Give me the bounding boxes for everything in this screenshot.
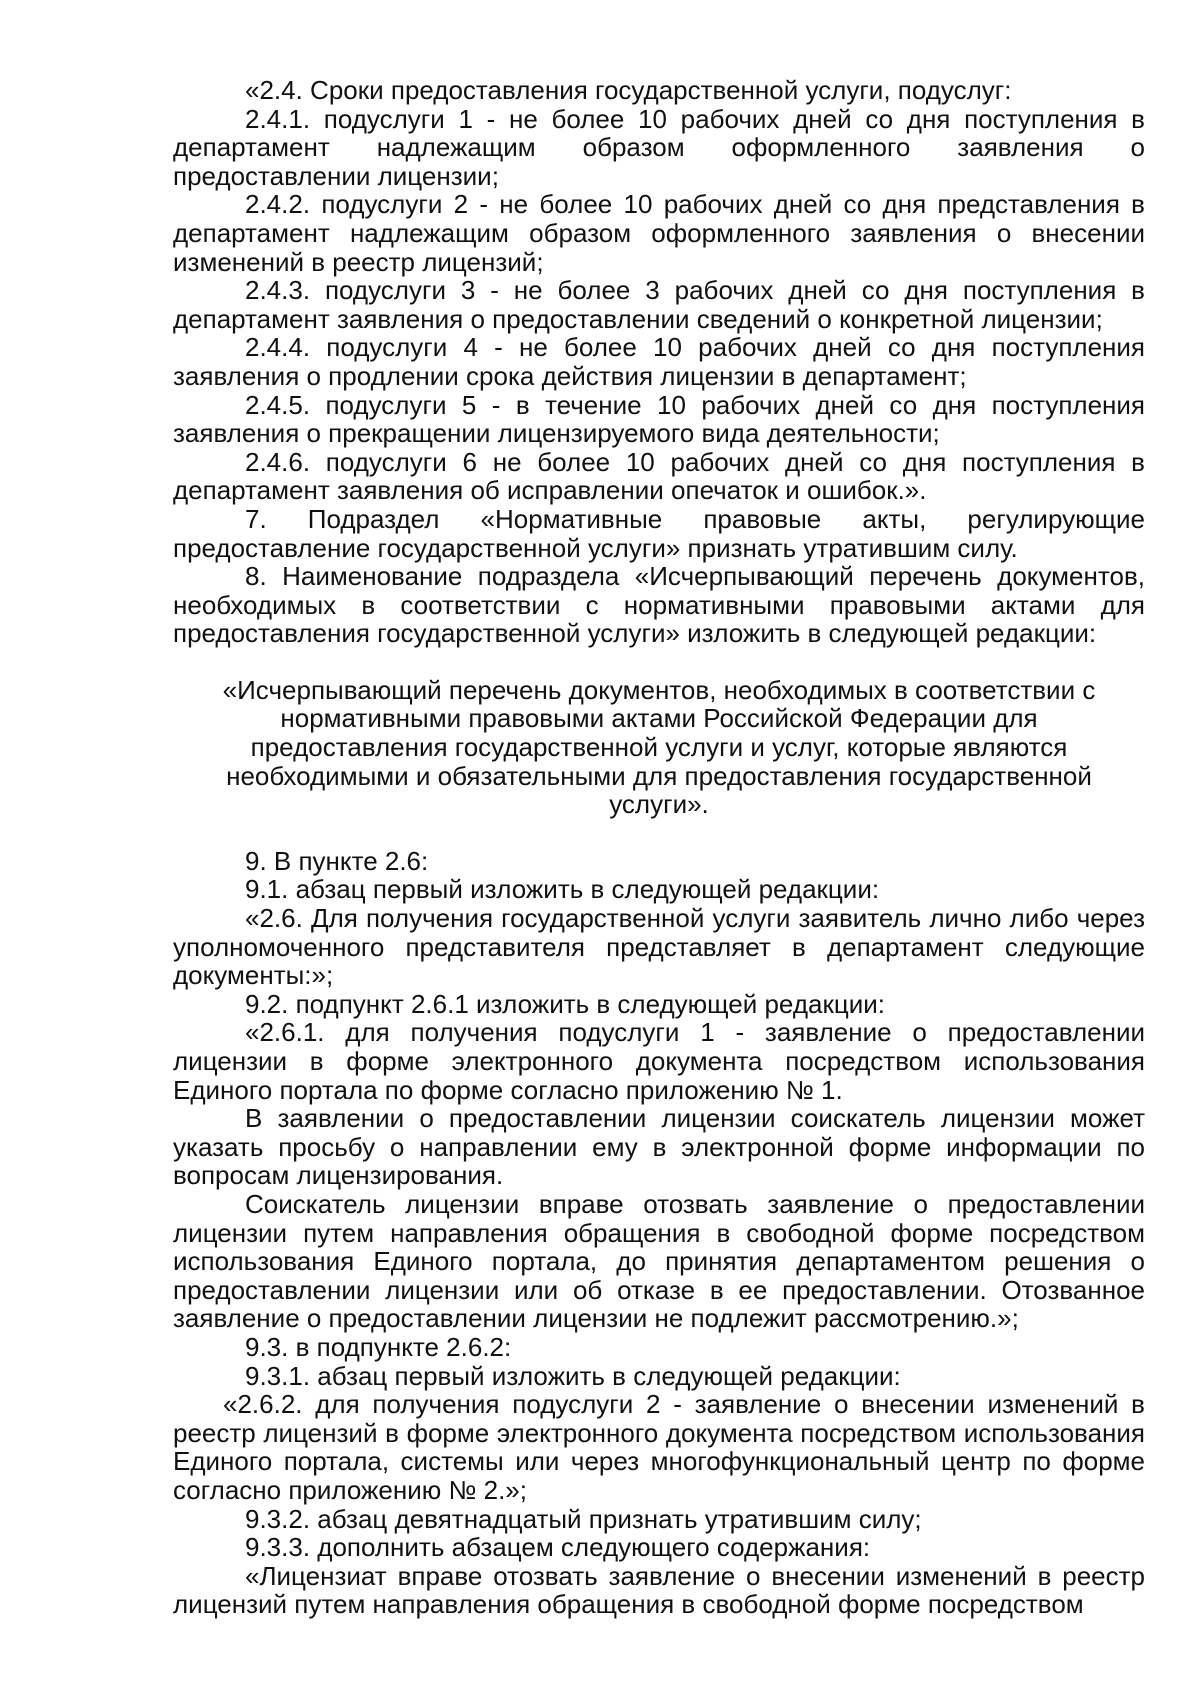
document-page bbox=[173, 76, 1145, 1619]
paragraph-9-3: 9.3. в подпункте 2.6.2: bbox=[245, 1331, 512, 1362]
paragraph-7: 7. Подраздел «Нормативные правовые акты, регулирующие предоставление государственной услуги» признать утратившим силу. bbox=[173, 503, 1145, 563]
paragraph-2-4-3: 2.4.3. подуслуги 3 - не более 3 рабочих дней со дня поступления в департамент заявления о предоставлении сведений о конкретной лицензии; bbox=[173, 275, 1145, 334]
paragraph-9-3-2: 9.3.2. абзац девятнадцатый признать утратившим силу; bbox=[245, 1503, 922, 1534]
paragraph-9-1: 9.1. абзац первый изложить в следующей редакции: bbox=[245, 874, 880, 905]
paragraph-2-6-quote: «2.6. Для получения государственной услуги заявитель лично либо через уполномоченного представителя представляет в департамент следующие документы:»; bbox=[173, 903, 1145, 991]
paragraph-2-4-5: 2.4.5. подуслуги 5 - в течение 10 рабочих дней со дня поступления заявления о прекращении лицензируемого вида деятельности; bbox=[173, 389, 1145, 449]
paragraph-9-3-3: 9.3.3. дополнить абзацем следующего содержания: bbox=[245, 1532, 871, 1563]
subsection-heading: «Исчерпывающий перечень документов, необходимых в соответствии с нормативными правовыми актами Российской Федерации для предоставления государственной услуги и услуг, которые являются необходимыми и обязательными для предоставления государственной услуги». bbox=[222, 674, 1096, 820]
paragraph-9: 9. В пункте 2.6: bbox=[245, 845, 429, 876]
paragraph-9-3-1: 9.3.1. абзац первый изложить в следующей редакции: bbox=[245, 1360, 901, 1391]
paragraph-application-request: В заявлении о предоставлении лицензии соискатель лицензии может указать просьбу о направлении ему в электронной форме информации по вопросам лицензирования. bbox=[173, 1103, 1145, 1191]
paragraph-licensee-quote: «Лицензиат вправе отозвать заявление о внесении изменений в реестр лицензий путем направления обращения в свободной форме посредством bbox=[173, 1560, 1145, 1620]
paragraph-2-4-1: 2.4.1. подуслуги 1 - не более 10 рабочих дней со дня поступления в департамент надлежащим образом оформленного заявления о предоставлении лицензии; bbox=[173, 103, 1145, 191]
paragraph-8: 8. Наименование подраздела «Исчерпывающий перечень документов, необходимых в соответствии с нормативными правовыми актами для предоставления государственной услуги» изложить в следующей редакции: bbox=[173, 561, 1145, 649]
paragraph-2-4-2: 2.4.2. подуслуги 2 - не более 10 рабочих дней со дня представления в департамент надлежащим образом оформленного заявления о внесении изменений в реестр лицензий; bbox=[173, 189, 1145, 277]
paragraph-2-4: «2.4. Сроки предоставления государственной услуги, подуслуг: bbox=[245, 75, 1012, 105]
paragraph-2-6-2-quote: «2.6.2. для получения подуслуги 2 - заявление о внесении изменений в реестр лицензий в форме электронного документа посредством использования Единого портала, системы или через многофункциональный центр по форме согласно приложению № 2.»; bbox=[173, 1389, 1145, 1505]
paragraph-withdraw-application: Соискатель лицензии вправе отозвать заявление о предоставлении лицензии путем направления обращения в свободной форме посредством использования Единого портала, до принятия департаментом решения о предоставлении лицензии или об отказе в ее предоставлении. Отозванное заявление о предоставлении лицензии не подлежит рассмотрению.»; bbox=[173, 1188, 1145, 1334]
paragraph-2-4-6: 2.4.6. подуслуги 6 не более 10 рабочих дней со дня поступления в департамент заявления об исправлении опечаток и ошибок.». bbox=[173, 446, 1145, 506]
paragraph-9-2: 9.2. подпункт 2.6.1 изложить в следующей редакции: bbox=[245, 988, 885, 1019]
paragraph-2-6-1-quote: «2.6.1. для получения подуслуги 1 - заявление о предоставлении лицензии в форме электронного документа посредством использования Единого портала по форме согласно приложению № 1. bbox=[173, 1017, 1145, 1105]
paragraph-2-4-4: 2.4.4. подуслуги 4 - не более 10 рабочих дней со дня поступления заявления о продлении срока действия лицензии в департамент; bbox=[173, 332, 1145, 391]
